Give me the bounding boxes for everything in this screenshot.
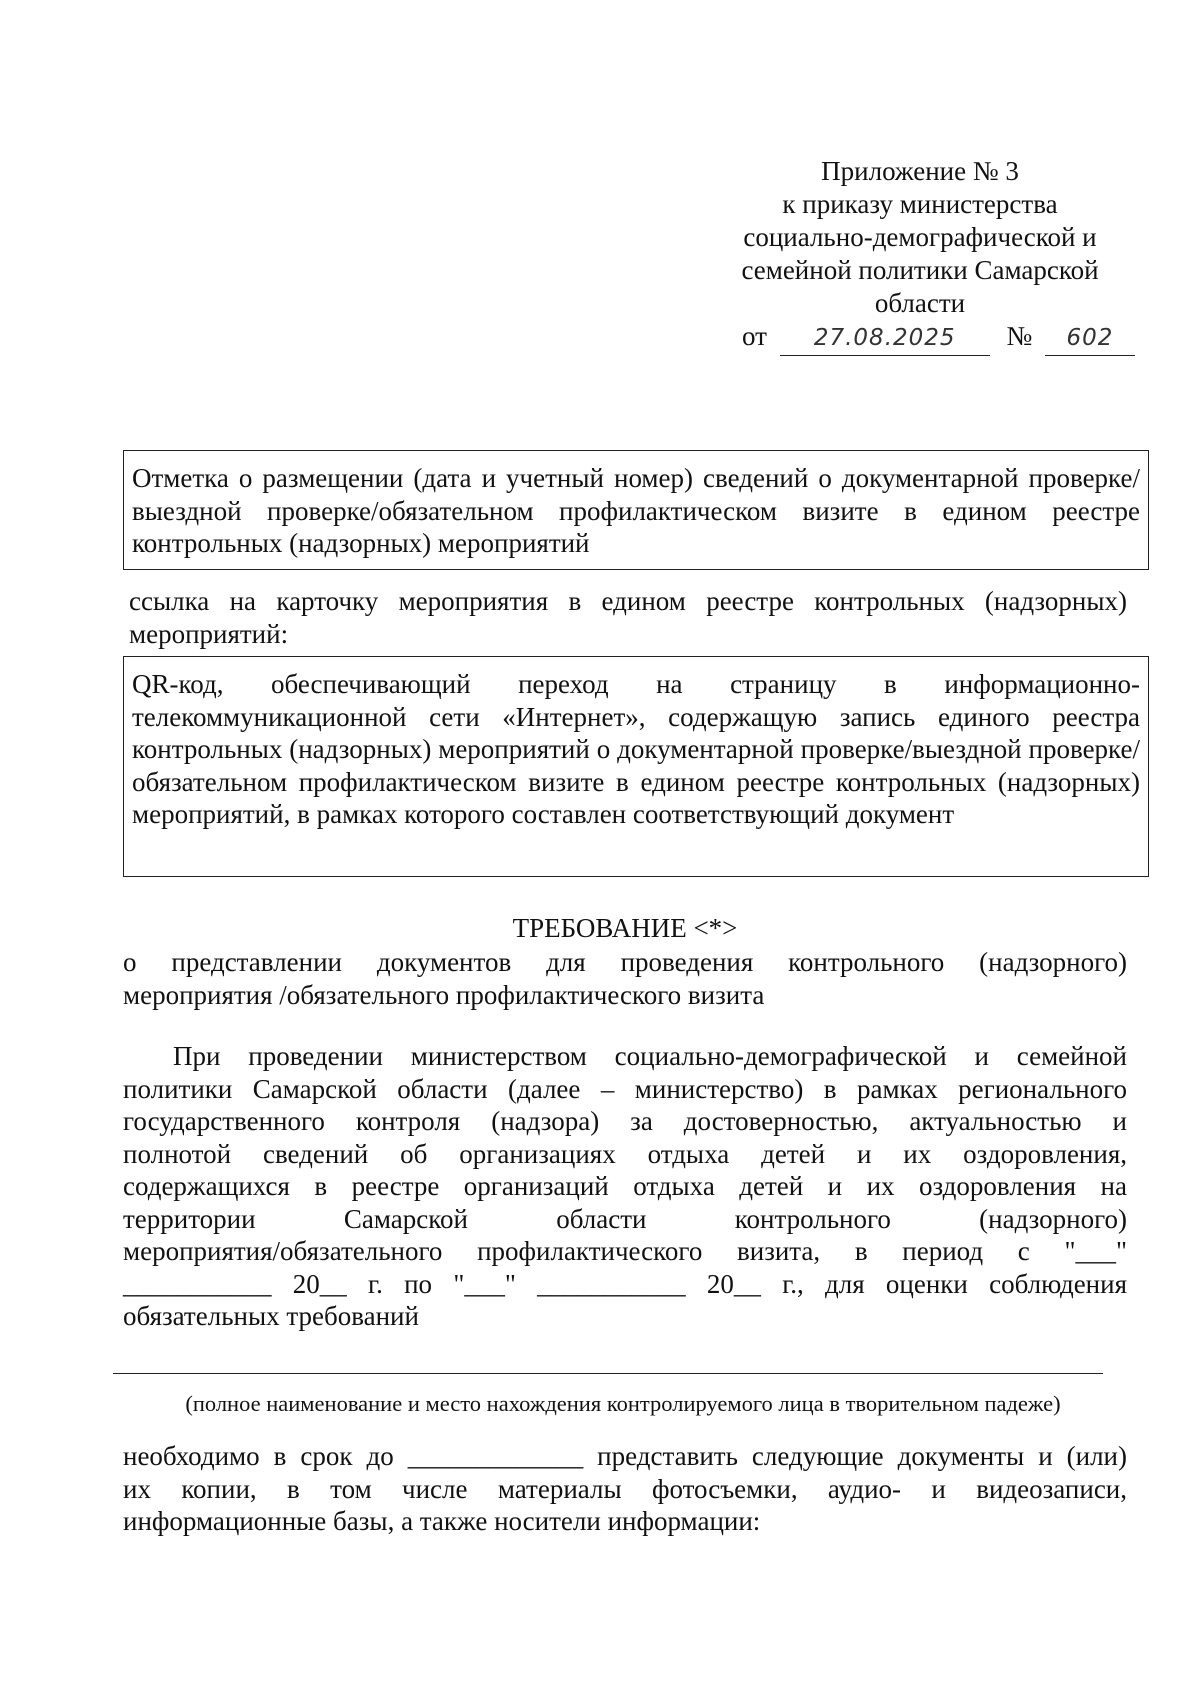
body-line-2: политики Самарской области (далее – министерство) в рамках регионального — [123, 1073, 1127, 1104]
registry-mark-box — [123, 450, 1149, 570]
requirement-title: ТРЕБОВАНИЕ <*> — [512, 913, 738, 943]
qr-code-box — [123, 656, 1149, 877]
registry-mark-text: Отметка о размещении (дата и учетный номер) сведений о документарной проверке/выездной проверке/обязательном профилактическом визите в едином реестре контрольных (надзорных) мероприятий — [132, 463, 1140, 558]
controlled-entity-blank-line — [113, 1373, 1103, 1374]
closing-line-3: информационные базы, а также носители информации: — [123, 1506, 761, 1536]
order-date-field — [780, 320, 990, 356]
body-line-8: ___________ 20__ г. по "___" ___________ 20__ г., для оценки соблюдения — [123, 1268, 1127, 1299]
body-paragraph — [123, 1040, 1127, 1333]
appendix-line-5: области — [874, 288, 966, 318]
requirement-subtitle-line-2: мероприятия /обязательного профилактического визита — [123, 979, 765, 1010]
closing-line-2: их копии, в том числе материалы фотосъемки, аудио- и видеозаписи, — [123, 1473, 1127, 1504]
order-date-handwritten: 27.08.2025 — [813, 325, 956, 351]
closing-line-1: необходимо в срок до _____________ представить следующие документы и (или) — [123, 1441, 1127, 1471]
from-label: от — [742, 321, 767, 351]
appendix-line-3: социально-демографической и — [743, 222, 1097, 252]
appendix-line-2: к приказу министерства — [782, 189, 1058, 219]
body-line-1: При проведении министерством социально-демографической и семейной — [173, 1041, 1127, 1071]
order-number-handwritten: 602 — [1066, 325, 1114, 351]
body-line-4: полнотой сведений об организациях отдыха детей и их оздоровления, — [123, 1138, 1127, 1169]
body-line-9: обязательных требований — [123, 1301, 419, 1331]
closing-paragraph — [123, 1440, 1127, 1538]
body-line-3: государственного контроля (надзора) за достоверностью, актуальностью и — [123, 1106, 1127, 1136]
appendix-line-1: Приложение № 3 — [821, 156, 1019, 186]
registry-link-line-2: мероприятий: — [129, 618, 289, 649]
requirement-subtitle — [123, 946, 1127, 1011]
order-date-number — [742, 320, 1132, 356]
appendix-line-4: семейной политики Самарской — [741, 255, 1099, 285]
body-line-7: мероприятия/обязательного профилактического визита, в период с "___" — [123, 1236, 1127, 1266]
order-number-field — [1045, 320, 1135, 356]
qr-code-text: QR-код, обеспечивающий переход на страницу в информационно-телекоммуникационной сети «Интернет», содержащую запись единого реестра контрольных (надзорных) мероприятий о документарной проверке/выездной проверке/обязательном профилактическом визите в едином реестре контрольных (надзорных) мероприятий, в рамках которого составлен соответствующий документ — [132, 669, 1140, 829]
body-line-6: территории Самарской области контрольного (надзорного) — [123, 1203, 1127, 1234]
registry-link-line-1: ссылка на карточку мероприятия в едином реестре контрольных (надзорных) — [129, 586, 1127, 616]
number-label: № — [1006, 321, 1033, 351]
controlled-entity-caption: (полное наименование и место нахождения контролируемого лица в творительном падеже) — [185, 1391, 1061, 1416]
appendix-header — [730, 155, 1110, 320]
requirement-subtitle-line-1: о представлении документов для проведения контрольного (надзорного) — [123, 947, 1127, 977]
registry-link-note — [129, 585, 1127, 650]
body-line-5: содержащихся в реестре организаций отдыха детей и их оздоровления на — [123, 1171, 1127, 1201]
